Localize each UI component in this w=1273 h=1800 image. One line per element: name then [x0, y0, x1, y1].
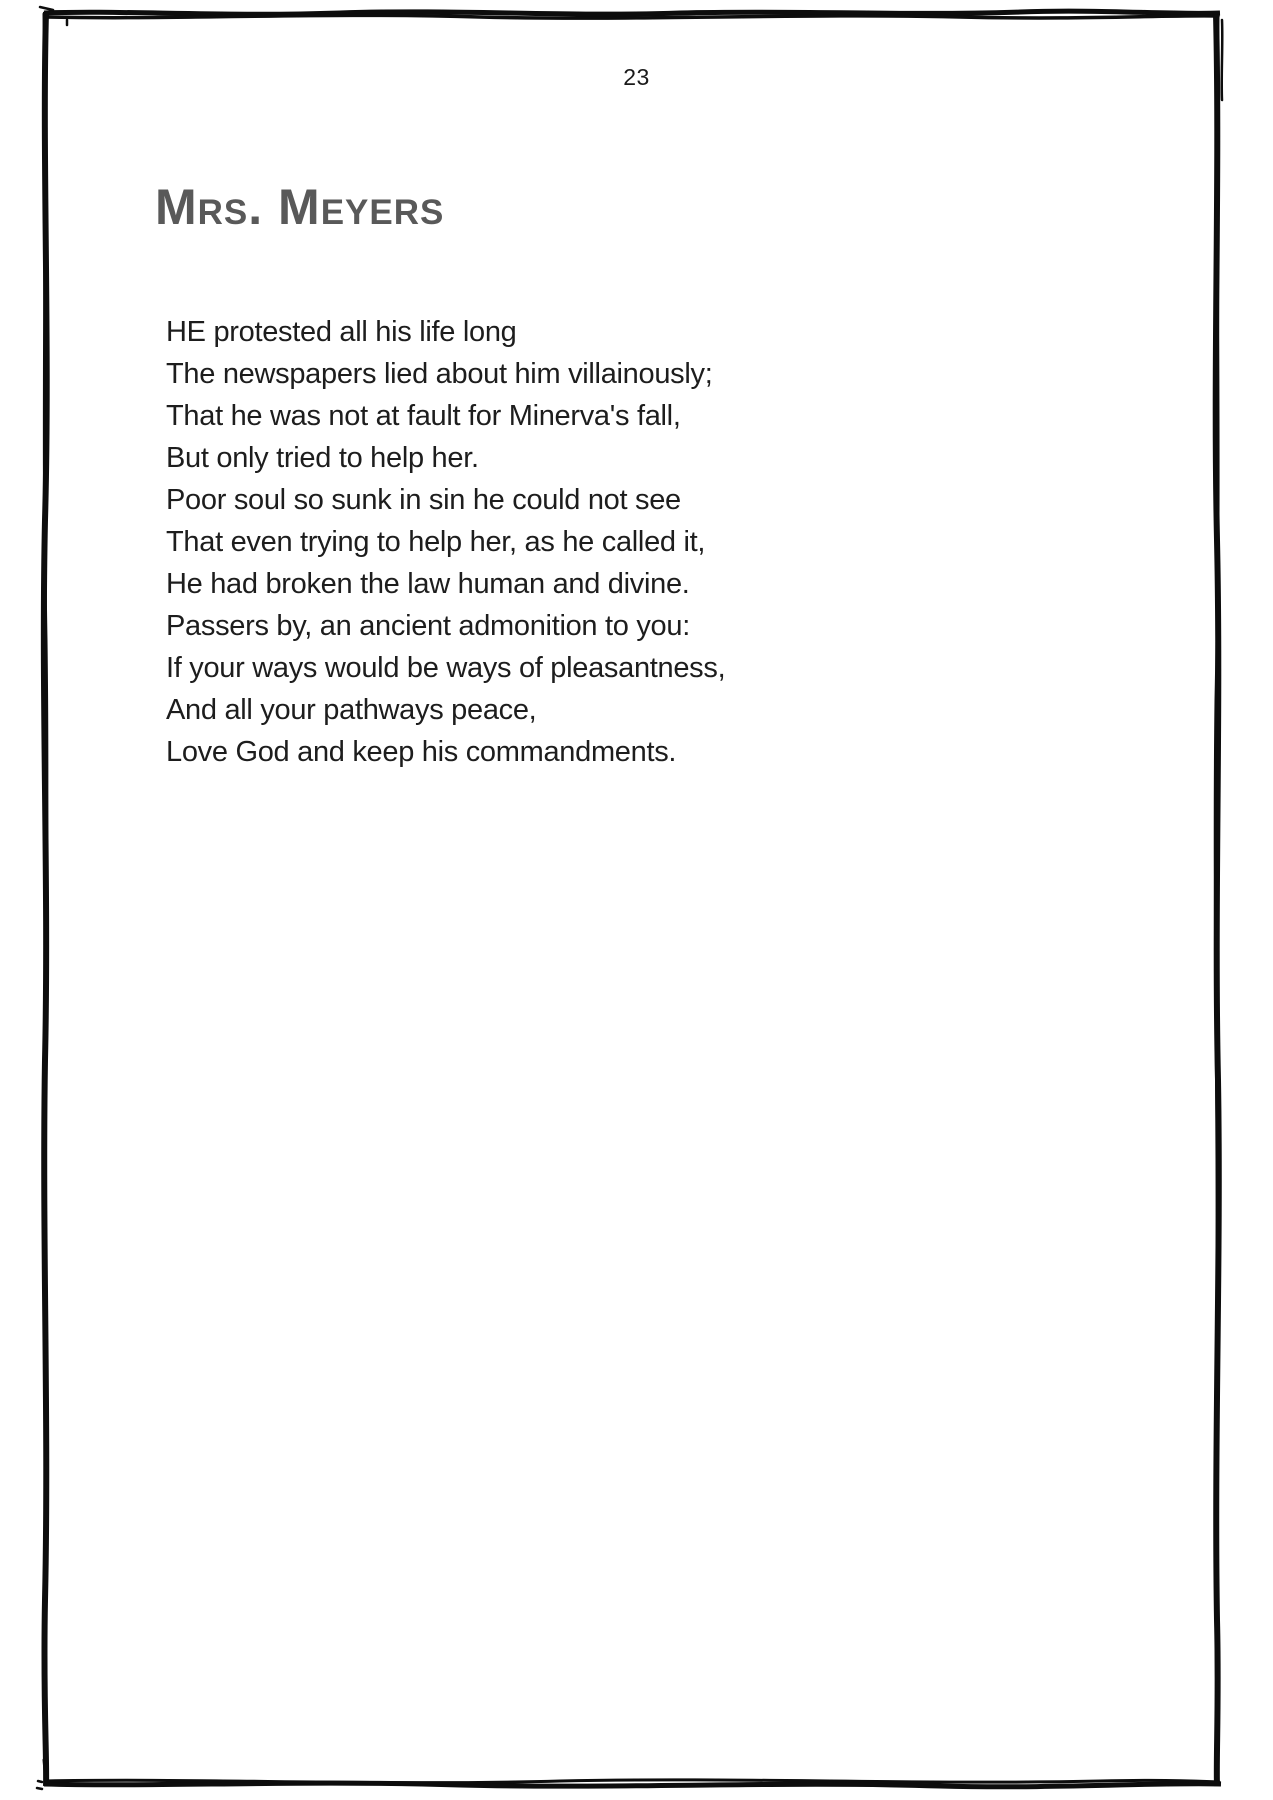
poem-line: Passers by, an ancient admonition to you: — [166, 610, 690, 642]
page-number: 23 — [623, 64, 650, 90]
poem-title: Mrs. Meyers — [155, 179, 445, 235]
poem-line: The newspapers lied about him villainously; — [166, 358, 713, 390]
poem-line: Poor soul so sunk in sin he could not see — [166, 484, 681, 516]
poem-line: HE protested all his life long — [166, 316, 517, 348]
poem-line: But only tried to help her. — [166, 442, 479, 474]
poem-line: Love God and keep his commandments. — [166, 736, 677, 768]
poem-line: That he was not at fault for Minerva's fall, — [166, 400, 681, 432]
poem-text — [166, 311, 926, 773]
poem-line: And all your pathways peace, — [166, 694, 537, 726]
poem-line: If your ways would be ways of pleasantness, — [166, 652, 726, 684]
poem-line: He had broken the law human and divine. — [166, 568, 690, 600]
poem-line: That even trying to help her, as he called it, — [166, 526, 706, 558]
